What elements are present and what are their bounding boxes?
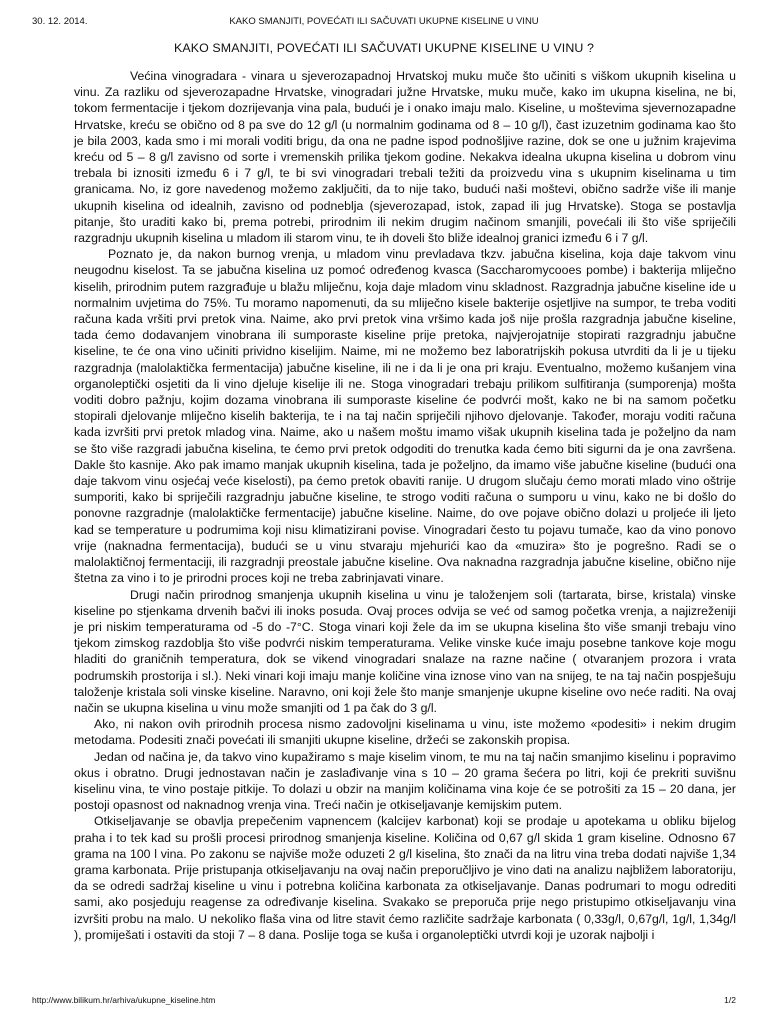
print-date: 30. 12. 2014. (32, 16, 88, 27)
paragraph-6: Otkiseljavanje se obavlja prepečenim vapnencem (kalcijev karbonat) koji se prodaje u apotekama u obliku bijelog praha i to tek kad su prošli procesi prirodnog smanjenja kiseline. Količina od 0,67 g/l skida 1 gram kiseline. Odnosno 67 grama na 100 l vina. Po zakonu se najviše može oduzeti 2 g/l kiselina, što znači da na litru vina treba dodati najviše 1,34 grama karbonata. Prije pristupanja otkiseljavanju na ovaj način preporučljivo je vino dati na analizu najbližem laboratoriju, da se odredi sadržaj kiseline u vinu i potrebna količina karbonata za otkiseljavanje. Danas podrumari to mogu odrediti sami, ako posjeduju reagense za određivanje kiselina. Svakako se preporuča prije nego pristupimo otkiseljavanju vina izvršiti probu na malo. U nekoliko flaša vina od litre stavit ćemo različite sadržaje karbonata ( 0,33g/l, 0,67g/l, 1g/l, 1,34g/l ), promiješati i ostaviti da stoji 7 – 8 dana. Poslije toga se kuša i organoleptički utvrdi koji je uzorak najbolji i (74, 814, 736, 942)
page-url[interactable]: http://www.bilikum.hr/arhiva/ukupne_kiseline.htm (32, 995, 216, 1005)
article-body (74, 68, 736, 943)
paragraph-3: Drugi način prirodnog smanjenja ukupnih kiselina u vinu je taloženjem soli (tartarata, birse, kristala) vinske kiseline po stjenkama drvenih bačvi ili inoks posuda. Ovaj proces odvija se već od samog početka vrenja, a najizreženiji je pri niskim temperaturama od -5 do -7°C. Stoga vinari koji žele da im se ukupna kiselina što više smanji trebaju vino tjekom zimskog razdoblja što više podvrći niskim temperaturama. Velike vinske kuće imaju posebne tankove koje mogu hladiti do graničnih temperatura, dok se vikend vinogradari snalaze na razne načine ( otvaranjem prozora i vrata podrumskih prostorija i sl.). Neki vinari koji imaju manje količine vina iznose vino van na snijeg, te na taj način pospješuju taloženje kristala soli vinske kiseline. Naravno, oni koji žele što manje smanjenje ukupne kiseline ovo neće raditi. Na ovaj način se ukupna kiselina u vinu može smanjiti od 1 pa čak do 3 g/l. (74, 587, 736, 715)
page-number: 1/2 (724, 995, 736, 1005)
paragraph-1: Većina vinogradara - vinara u sjeverozapadnoj Hrvatskoj muku muče što učiniti s viškom ukupnih kiselina u vinu. Za razliku od sjeverozapadne Hrvatske, vinogradari južne Hrvatske, muku muče, kako im ukupna kiselina, ne bi, tokom fermentacije i tjekom dozrijevanja vina pala, budući je i onako imaju malo. Kiseline, u moštevima sjevernozapadne Hrvatske, kreću se obično od 8 pa sve do 12 g/l (u normalnim godinama od 8 – 10 g/l), čast izuzetnim godinama kao što je bila 2003, kada smo i mi morali voditi brigu, da ona ne padne ispod podnošljive razine, dok se one u južnim krajevima kreću od 5 – 8 g/l zavisno od sorte i vremenskih prilika tjekom godine. Nekakva idealna ukupna kiselina u dobrom vinu trebala bi iznositi između 6 i 7 g/l, te bi svi vinogradari trebali težiti da proizvedu vina s ukupnim kiselinama u tim granicama. No, iz gore navedenog možemo zaključiti, da to nije tako, budući naši moštevi, obično sadrže više ili manje ukupnih kiselina od idealnih, zavisno od podneblja (sjeverozapad, istok, zapad ili jug Hrvatske). Stoga se postavlja pitanje, što uraditi kako bi, prema potrebi, prirodnim ili nekim drugim načinom smanjili, povećali ili što više spriječili razgradnju ukupnih kiselina u mladom ili starom vinu, te ih doveli što bliže idealnoj granici između 6 i 7 g/l. (74, 69, 736, 246)
print-header-title: KAKO SMANJITI, POVEĆATI ILI SAČUVATI UKUPNE KISELINE U VINU (229, 16, 539, 27)
article-title: KAKO SMANJITI, POVEĆATI ILI SAČUVATI UKUPNE KISELINE U VINU ? (174, 41, 594, 55)
paragraph-2: Poznato je, da nakon burnog vrenja, u mladom vinu prevladava tkzv. jabučna kiselina, koja daje takvom vinu neugodnu kiselost. Ta se jabučna kiselina uz pomoć određenog kvasca (Saccharomycooes pombe) i bakterija mliječno kiselih, prirodnim putem razgrađuje u blažu mliječnu, koja daje mladom vinu skladnost. Razgradnja jabučne kiseline ide u normalnim uvjetima do 75%. Tu moramo napomenuti, da su mliječno kisele bakterije osjetljive na sumpor, te treba voditi računa kada vršiti prvi pretok vina. Naime, ako prvi pretok vina vršimo kada još nije prošla razgradnja jabučne kiseline, tada ćemo dodavanjem vinobrana ili sumporaste kiseline prije pretoka, najvjerojatnije stopirati razgradnju jabučne kiseline, te će ona vino učiniti prividno kiselijim. Naime, mi ne možemo bez laboratrijskih pokusa utvrditi da li je u tijeku razgradnja (malolaktička fermentacija) jabučne kiseline, ili ne i da li je ona pri kraju. Eventualno, možemo kušanjem vina organoleptički osjetiti da li vino djeluje kiselije ili ne. Stoga vinogradari trebaju prilikom sulfitiranja (sumporenja) mošta voditi dobro pažnju, kojim dozama vinobrana ili sumporaste kiseline će podvrći mošt, kako ne bi na samom početku stopirali djelovanje mliječno kiselih bakterija, te i na taj način spriječili njihovo djelovanje. Također, moraju voditi računa kada izvršiti prvi pretok mladog vina. Naime, ako u našem moštu imamo višak ukupnih kiselina tada je poželjno da nam se što više razgradi jabučna kiselina, te ćemo prvi pretok odgoditi do trenutka kada ćemo biti sigurni da je ona završena. Dakle što kasnije. Ako pak imamo manjak ukupnih kiselina, tada je poželjno, da imamo više jabučne kiseline (budući ona daje takvom vinu osjećaj veće kiselosti), pa ćemo pretok obaviti ranije. U drugom slučaju ćemo morati mlado vino oštrije sumporiti, kako bi spriječili razgradnju jabučne kiseline, te strogo voditi računa o sumporu u vinu, kako ne bi došlo do ponovne razgradnje (malolaktičke fermentacije) jabučne kiseline. Naime, do ove pojave obično dolazi u proljeće ili ljeto kad se temperature u podrumima koji nisu klimatizirani povise. Vinogradari često tu pojavu tumače, kao da vino ponovo vrije (naknadna fermentacija), budući se u vinu stvaraju mjehurići kao da «muzira» što je pogrešno. Radi se o malolaktičnoj fermentaciji, ili razgradnji preostale jabučne kiseline. Ova naknadna razgradnja jabučne kiseline, obično nije štetna za vino i to je prirodni proces koji ne treba zabrinjavati vinare. (74, 247, 736, 586)
paragraph-4: Ako, ni nakon ovih prirodnih procesa nismo zadovoljni kiselinama u vinu, iste možemo «podesiti» i nekim drugim metodama. Podesiti znači povećati ili smanjiti ukupne kiseline, držeći se zakonskih propisa. (74, 717, 736, 748)
paragraph-5: Jedan od načina je, da takvo vino kupažiramo s maje kiselim vinom, te mu na taj način smanjimo kiselinu i popravimo okus i obratno. Drugi jednostavan način je zaslađivanje vina s 10 – 20 grama šećera po litri, koji će prekriti suvišnu kiselinu vina, te vino postaje pitkije. To dolazi u obzir na manjim količinama vina koje će se potrošiti za 15 – 20 dana, jer postoji opasnost od naknadnog vrenja vina. Treći način je otkiseljavanje kemijskim putem. (74, 749, 736, 813)
